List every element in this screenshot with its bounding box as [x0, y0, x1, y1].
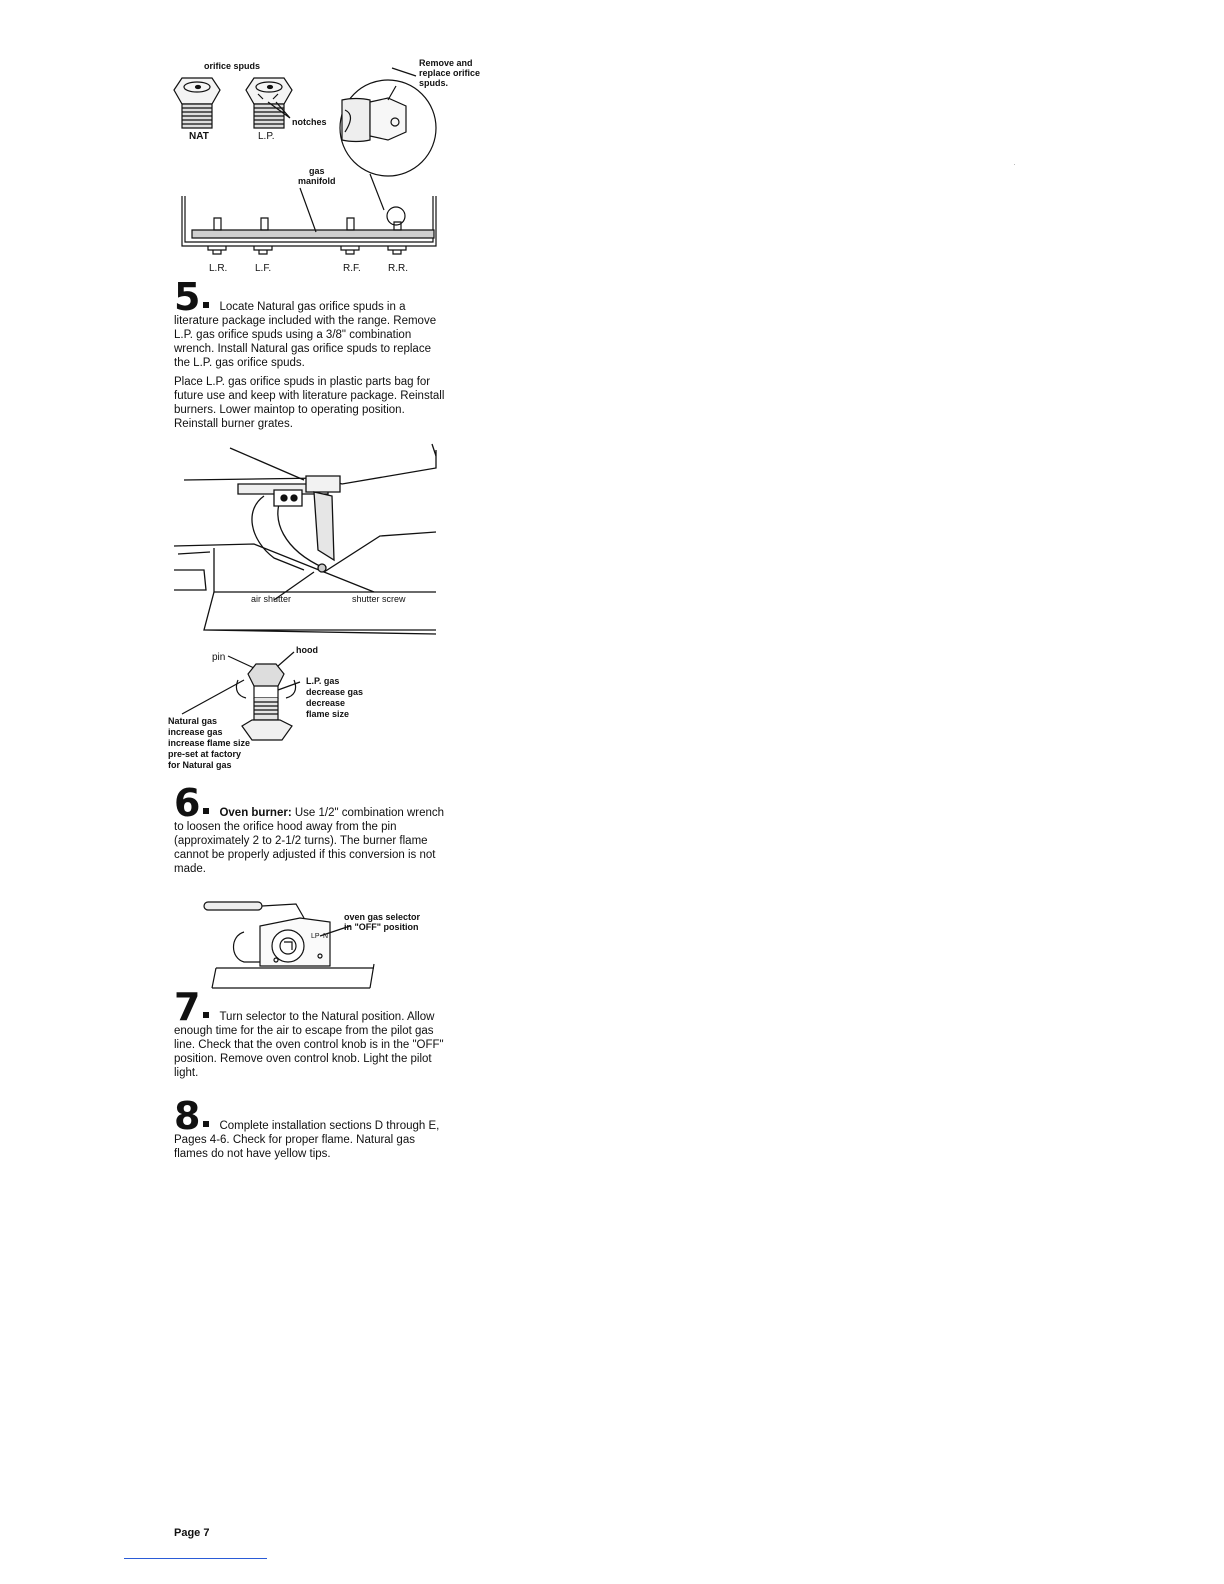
air-shutter-drawing [174, 440, 440, 640]
label-preset-factory: pre-set at factory [168, 749, 242, 759]
label-n-position: N [323, 933, 329, 940]
label-pin: pin [212, 652, 226, 663]
step-5-number: 5 [174, 275, 201, 319]
label-increase-flame-size: increase flame size [168, 738, 251, 748]
bullet-icon [203, 302, 209, 308]
step-7-text: Turn selector to the Natural position. Allow enough time for the air to escape from the pilot gas line. Check that the oven control knob is in the "OFF" position. Remove oven control knob. Light the pilot light. [174, 1011, 444, 1079]
step-8-text: Complete installation sections D through E, Pages 4-6. Check for proper flame. Natural gas flames do not have yellow tips. [174, 1120, 440, 1160]
step-6-number: 6 [174, 781, 201, 825]
orifice-diagram-drawing [170, 70, 460, 265]
label-remove-replace-3: spuds. [419, 78, 449, 88]
label-burner-rf: R.F. [343, 263, 361, 274]
label-burner-lf: L.F. [255, 263, 272, 274]
lp-spud-icon [246, 78, 292, 128]
magnifier-circle [340, 68, 436, 210]
label-flame-size: flame size [306, 709, 350, 719]
label-shutter-screw: shutter screw [352, 594, 406, 604]
step-6-lead: Oven burner: [219, 807, 292, 819]
manifold-box [182, 188, 436, 254]
label-hood: hood [296, 645, 318, 655]
label-burner-rr: R.R. [388, 263, 408, 274]
label-increase-gas: increase gas [168, 727, 223, 737]
footer-rule [124, 1558, 267, 1559]
label-decrease-gas: decrease gas [306, 687, 364, 697]
label-nat: NAT [189, 131, 209, 142]
step-6 [174, 781, 446, 881]
label-lp-gas: L.P. gas [306, 676, 340, 686]
step-5-paragraph-2: Place L.P. gas orifice spuds in plastic parts bag for future use and keep with literature package. Reinstall burners. Lower maintop to operating position. Reinstall burner grates. [174, 376, 445, 430]
label-decrease: decrease [306, 698, 346, 708]
nat-spud-icon [174, 78, 220, 128]
label-lp-position: LP [311, 933, 320, 940]
label-gas: gas [309, 166, 325, 176]
label-off-position: in "OFF" position [344, 922, 419, 932]
label-oven-gas-selector: oven gas selector [344, 912, 421, 922]
label-manifold: manifold [298, 176, 336, 186]
label-remove-replace-1: Remove and [419, 58, 473, 68]
step-8-number: 8 [174, 1094, 201, 1138]
label-air-shutter: air shutter [251, 594, 292, 604]
page-number: Page 7 [174, 1527, 210, 1539]
label-orifice-spuds: orifice spuds [204, 61, 261, 71]
label-natural-gas: Natural gas [168, 716, 218, 726]
label-remove-replace-2: replace orifice [419, 68, 481, 78]
step-5-paragraph-1: Locate Natural gas orifice spuds in a literature package included with the range. Remove L.P. gas orifice spuds using a 3/8" combination wrench. Install Natural gas orifice spuds to replace the L.P. gas orifice spuds. [174, 301, 437, 369]
step-7-number: 7 [174, 985, 201, 1029]
label-notches: notches [292, 117, 327, 127]
label-burner-lr: L.R. [209, 263, 228, 274]
step-7 [174, 985, 446, 1085]
step-6-text: Use 1/2" combination wrench to loosen the orifice hood away from the pin (approximately 2 to 2-1/2 turns). The burner flame cannot be properly adjusted if this conversion is not made. [174, 807, 445, 875]
label-for-natural-gas: for Natural gas [168, 760, 232, 770]
bullet-icon [203, 1012, 209, 1018]
scan-speck [1014, 164, 1015, 165]
bullet-icon [203, 1121, 209, 1127]
step-8 [174, 1094, 446, 1166]
label-lp: L.P. [258, 131, 275, 142]
step-5 [174, 275, 446, 436]
bullet-icon [203, 808, 209, 814]
